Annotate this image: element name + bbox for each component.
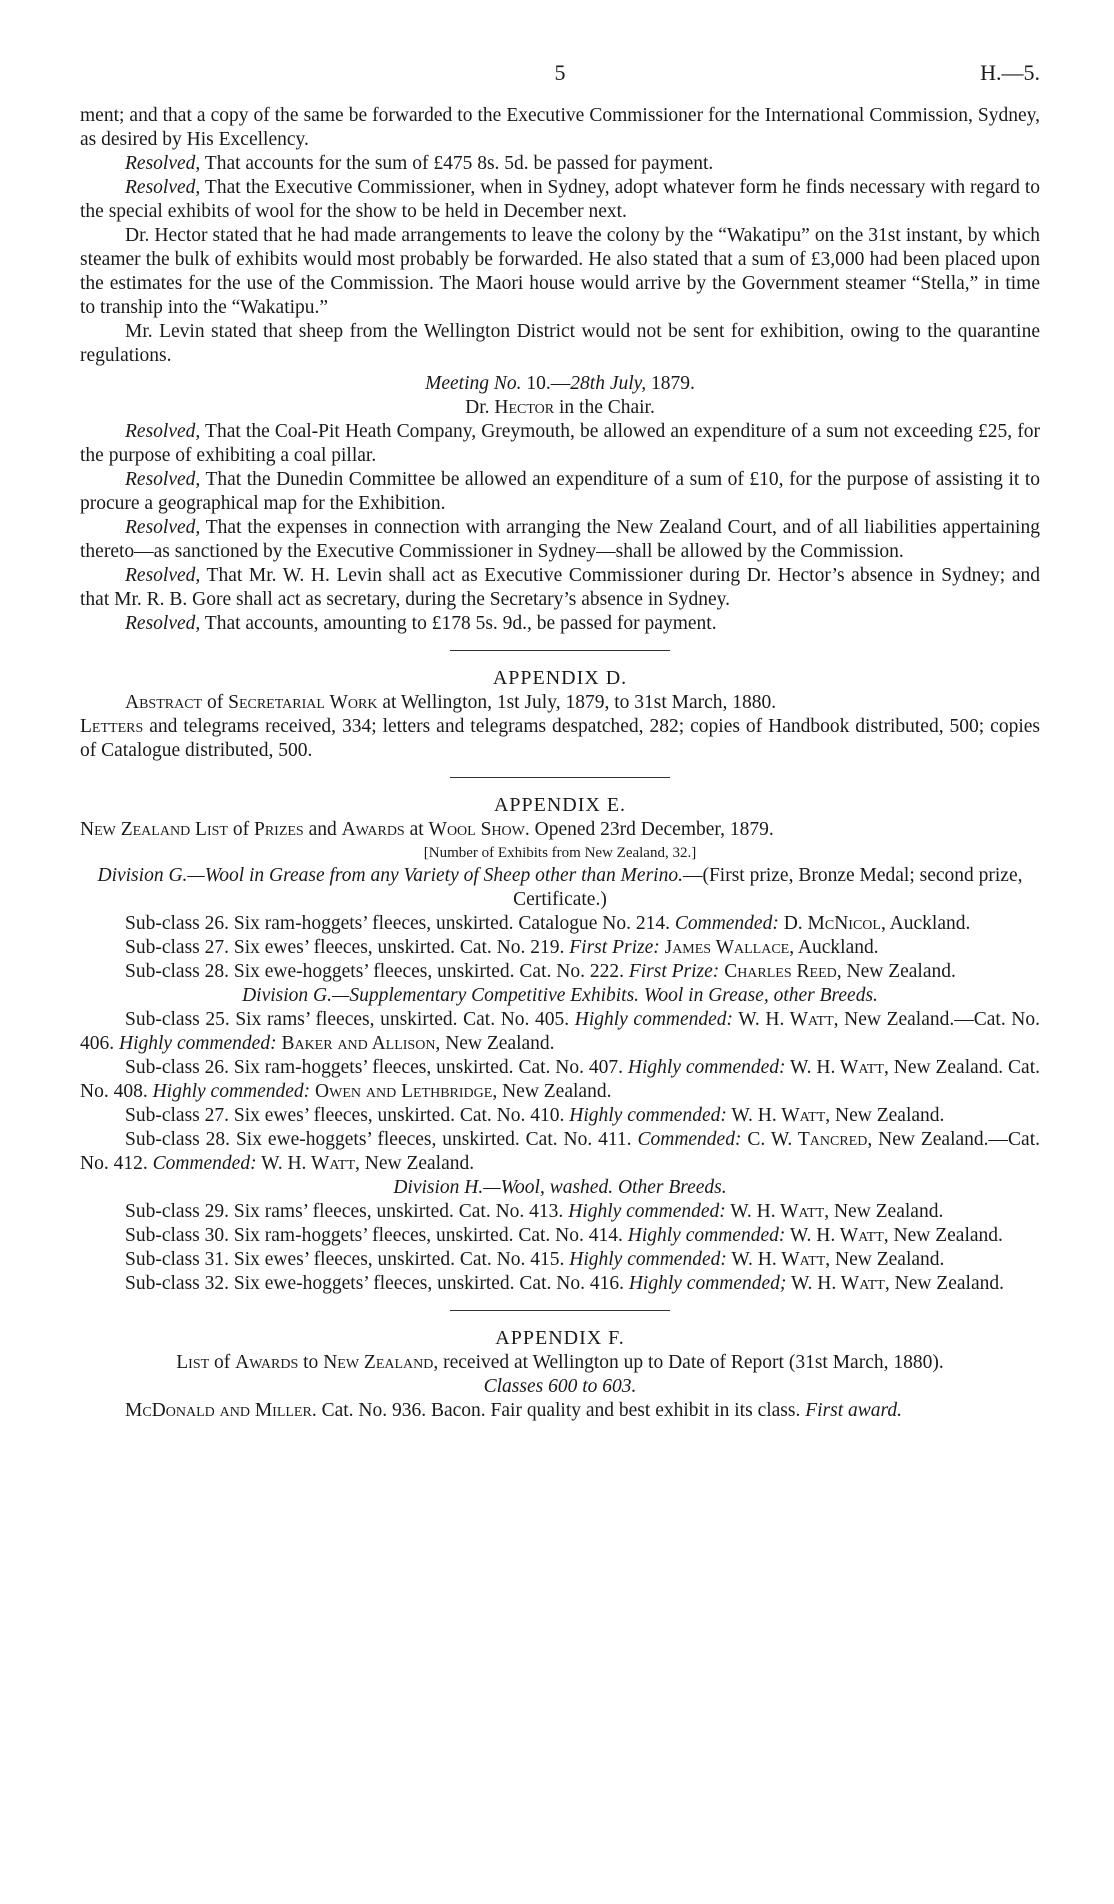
appendix-f-heading: APPENDIX F. (495, 1327, 625, 1349)
appendix-d-abstract: Abstract of Secretarial Work at Wellington, 1st July, 1879, to 31st March, 1880. (125, 692, 777, 713)
meeting-title: Meeting No. 10.—28th July, 1879. (425, 373, 695, 394)
list-item: Sub-class 31. Six ewes’ fleeces, unskirted. Cat. No. 415. Highly commended: W. H. Watt, New Zealand. (125, 1249, 945, 1270)
appendix-f-entry: McDonald and Miller. Cat. No. 936. Bacon. Fair quality and best exhibit in its class. First award. (125, 1400, 903, 1421)
list-item: Sub-class 27. Six ewes’ fleeces, unskirted. Cat. No. 219. First Prize: James Wallace, Auckland. (125, 937, 879, 958)
resolution-dunedin: Resolved, That the Dunedin Committee be allowed an expenditure of a sum of £10, for the purpose of assisting it to procure a geographical map for the Exhibition. (80, 469, 1040, 514)
list-item: Sub-class 25. Six rams’ fleeces, unskirted. Cat. No. 405. Highly commended: W. H. Watt, New Zealand.—Cat. No. 406. Highly commended: Baker and Allison, New Zealand. (80, 1009, 1041, 1054)
page-header (80, 60, 1040, 86)
resolution-executive-commissioner: Resolved, That the Executive Commissioner, when in Sydney, adopt whatever form he finds necessary with regard to the special exhibits of wool for the show to be held in December next. (80, 177, 1040, 222)
resolution-nz-court: Resolved, That the expenses in connection with arranging the New Zealand Court, and of all liabilities appertaining thereto—as sanctioned by the Executive Commissioner in Sydney—shall be allowed by the Commission. (80, 517, 1040, 562)
document-reference: H.—5. (980, 60, 1040, 85)
division-h-entries (80, 1200, 1040, 1296)
section-divider (450, 650, 670, 651)
resolution-accounts-178: Resolved, That accounts, amounting to £178 5s. 9d., be passed for payment. (125, 613, 717, 634)
hector-statement: Dr. Hector stated that he had made arrangements to leave the colony by the “Wakatipu” on the 31st instant, by which steamer the bulk of exhibits would most probably be forwarded. He also stated that a sum of £3,000 had been placed upon the estimates for the use of the Commission. The Maori house would arrive by the Government steamer “Stella,” in time to tranship into the “Wakatipu.” (80, 225, 1040, 318)
appendix-f-classes: Classes 600 to 603. (483, 1376, 637, 1397)
appendix-e-heading: APPENDIX E. (493, 794, 627, 816)
page-number: 5 (554, 60, 566, 85)
resolution-coal-pit: Resolved, That the Coal-Pit Heath Company, Greymouth, be allowed an expenditure of a sum not exceeding £25, for the purpose of exhibiting a coal pillar. (80, 421, 1040, 466)
list-item: Sub-class 26. Six ram-hoggets’ fleeces, unskirted. Cat. No. 407. Highly commended: W. H. Watt, New Zealand. Cat. No. 408. Highly commended: Owen and Lethbridge, New Zealand. (80, 1057, 1040, 1102)
page-body (80, 104, 1040, 1423)
division-h-heading: Division H.—Wool, washed. Other Breeds. (393, 1177, 727, 1198)
resolution-levin-gore: Resolved, That Mr. W. H. Levin shall act as Executive Commissioner during Dr. Hector’s absence in Sydney; and that Mr. R. B. Gore shall act as secretary, during the Secretary’s absence in Sydney. (80, 565, 1040, 610)
division-g-supplementary-entries (80, 1008, 1040, 1176)
appendix-e-note: [Number of Exhibits from New Zealand, 32.] (423, 845, 697, 861)
appendix-f-title: List of Awards to New Zealand, received at Wellington up to Date of Report (31st March, 1880). (176, 1352, 944, 1373)
list-item: Sub-class 32. Six ewe-hoggets’ fleeces, unskirted. Cat. No. 416. Highly commended; W. H. Watt, New Zealand. (125, 1273, 1004, 1294)
meeting-chair: Dr. Hector in the Chair. (465, 397, 655, 418)
levin-statement: Mr. Levin stated that sheep from the Wellington District would not be sent for exhibition, owing to the quarantine regulations. (80, 321, 1040, 366)
intro-paragraph-1: ment; and that a copy of the same be forwarded to the Executive Commissioner for the International Commission, Sydney, as desired by His Excellency. (80, 105, 1040, 150)
resolution-accounts-475: Resolved, That accounts for the sum of £475 8s. 5d. be passed for payment. (125, 153, 714, 174)
section-divider (450, 777, 670, 778)
list-item: Sub-class 29. Six rams’ fleeces, unskirted. Cat. No. 413. Highly commended: W. H. Watt, New Zealand. (125, 1201, 944, 1222)
list-item: Sub-class 26. Six ram-hoggets’ fleeces, unskirted. Catalogue No. 214. Commended: D. McNicol, Auckland. (125, 913, 971, 934)
list-item: Sub-class 30. Six ram-hoggets’ fleeces, unskirted. Cat. No. 414. Highly commended: W. H. Watt, New Zealand. (125, 1225, 1003, 1246)
division-g-entries (80, 912, 1040, 984)
appendix-d-letters: Letters and telegrams received, 334; letters and telegrams despatched, 282; copies of Handbook distributed, 500; copies of Catalogue distributed, 500. (80, 716, 1040, 761)
section-divider (450, 1310, 670, 1311)
division-g-supplementary-heading: Division G.—Supplementary Competitive Exhibits. Wool in Grease, other Breeds. (242, 985, 878, 1006)
list-item: Sub-class 28. Six ewe-hoggets’ fleeces, unskirted. Cat. No. 222. First Prize: Charles Reed, New Zealand. (125, 961, 956, 982)
appendix-e-title: New Zealand List of Prizes and Awards at Wool Show. Opened 23rd December, 1879. (80, 819, 774, 840)
appendix-d-heading: APPENDIX D. (492, 667, 628, 689)
list-item: Sub-class 27. Six ewes’ fleeces, unskirted. Cat. No. 410. Highly commended: W. H. Watt, New Zealand. (125, 1105, 945, 1126)
list-item: Sub-class 28. Six ewe-hoggets’ fleeces, unskirted. Cat. No. 411. Commended: C. W. Tancred, New Zealand.—Cat. No. 412. Commended: W. H. Watt, New Zealand. (80, 1129, 1040, 1174)
division-g-heading: Division G.—Wool in Grease from any Variety of Sheep other than Merino.—(First prize, Bronze Medal; second prize, Certificate.) (97, 865, 1023, 910)
